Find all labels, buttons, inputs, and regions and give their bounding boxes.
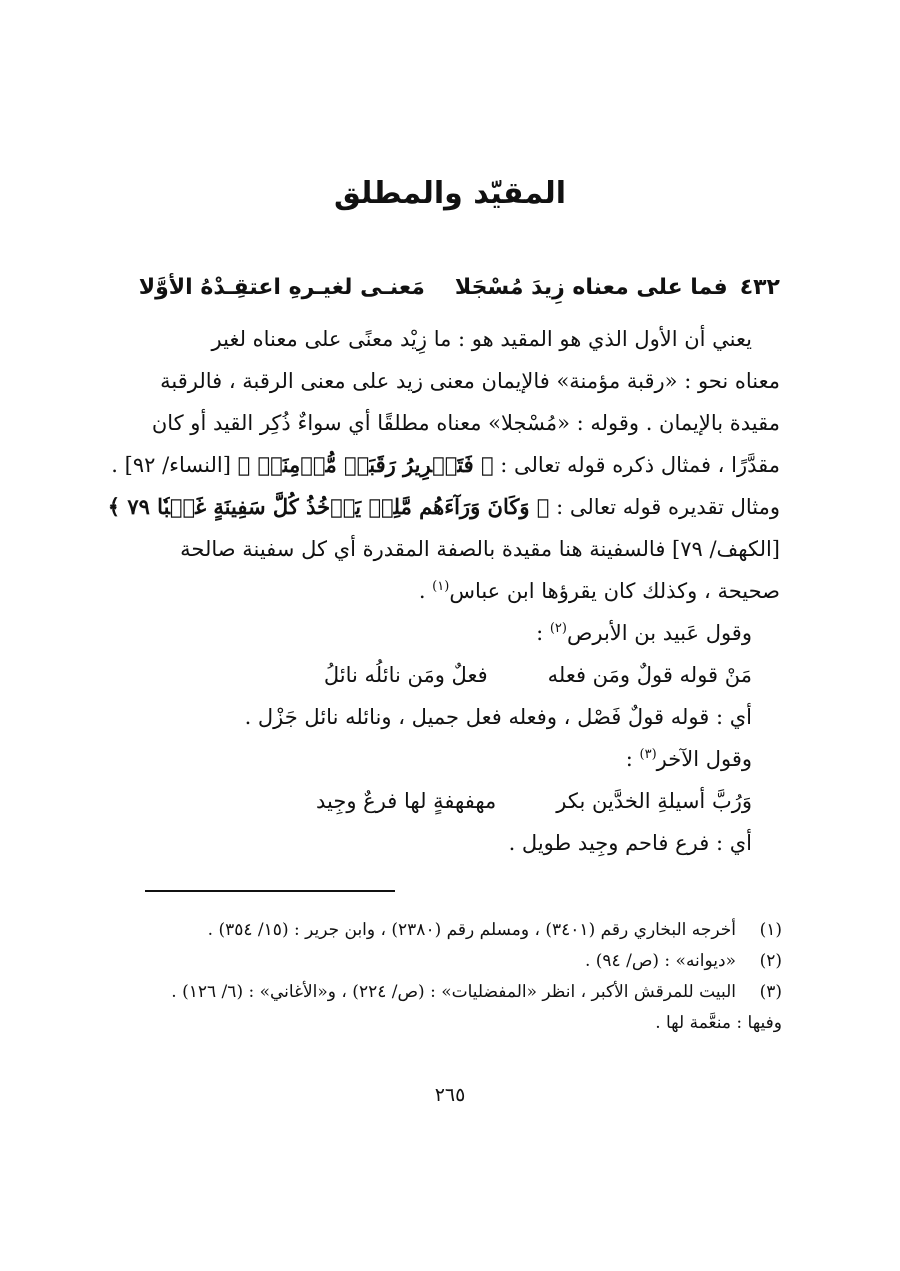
page-number: ٢٦٥ [434, 1084, 466, 1106]
quran-quote: ﴿ فَتَحۡرِيرُ رَقَبَةٖ مُّؤۡمِنَةٖ ﴾ [237, 452, 494, 477]
body-line: معناه نحو : «رقبة مؤمنة» فالإيمان معنى زيد على معنى الرقبة ، فالرقبة [160, 369, 780, 393]
body-text: [النساء/ ٩٢] . [111, 453, 238, 477]
commentary-body [107, 318, 780, 864]
footnote [118, 946, 782, 977]
footnote-mark: (٢) [759, 951, 782, 971]
body-text: صحيحة ، وكذلك كان يقرؤها ابن عباس [449, 579, 780, 603]
body-text: مقدَّرًا ، فمثال ذكره قوله تعالى : [493, 453, 780, 477]
body-line: يعني أن الأول الذي هو المقيد هو : ما زِيْد معنًى على معناه لغير [211, 327, 752, 351]
footnote-text: البيت للمرقش الأكبر ، انظر «المفضليات» : (ص/ ٢٢٤) ، و«الأغاني» : (٦/ ١٢٦) . [171, 982, 736, 1002]
footnote-ref[interactable]: (١) [432, 579, 450, 594]
footnote-mark: (١) [759, 920, 782, 940]
footnote [118, 977, 782, 1008]
footnote-ref[interactable]: (٣) [639, 747, 657, 762]
poem-verse [118, 780, 780, 822]
poem-verse [118, 654, 780, 696]
body-line [118, 570, 780, 612]
footnote-text: «ديوانه» : (ص/ ٩٤) . [584, 951, 736, 971]
verse-line [118, 268, 780, 308]
footnote-text: وفيها : منعَّمة لها . [655, 1013, 782, 1033]
footnote [118, 915, 782, 946]
verse-hemistich-first: فما على معناه زِيدَ مُسْجَلا [454, 275, 728, 300]
body-text: ومثال تقديره قوله تعالى : [549, 495, 780, 519]
poem-hemistich-second: فعلٌ ومَن نائلُه نائلُ [323, 663, 488, 687]
body-line: [الكهف/ ٧٩] فالسفينة هنا مقيدة بالصفة المقدرة أي كل سفينة صالحة [180, 537, 780, 561]
poem-hemistich-first: مَنْ قوله قولٌ ومَن فعله [547, 663, 752, 687]
section-heading: المقيّد والمطلق [333, 176, 567, 211]
body-line: أي : قوله قولٌ فَصْل ، وفعله فعل جميل ، ونائله نائل جَزْل . [244, 705, 752, 729]
body-text: : [625, 747, 640, 771]
body-text: . [418, 579, 433, 603]
footnote-text: أخرجه البخاري رقم (٣٤٠١) ، ومسلم رقم (٢٣٨٠) ، وابن جرير : (١٥/ ٣٥٤) . [207, 920, 736, 940]
verse-number: ٤٣٢ [739, 275, 780, 300]
body-line: مقيدة بالإيمان . وقوله : «مُسْجلا» معناه مطلقًا أي سواءٌ ذُكِر القيد أو كان [151, 411, 780, 435]
footnote-mark: (٣) [759, 982, 782, 1002]
quran-quote: ﴿ وَكَانَ وَرَآءَهُم مَّلِكٞ يَأۡخُذُ كُلَّ سَفِينَةٍ غَصۡبٗا ٧٩ ﴾ [107, 494, 550, 519]
body-line: أي : فرع فاحم وجِيد طويل . [508, 831, 752, 855]
footnote-divider [145, 890, 395, 892]
body-line [111, 444, 780, 486]
poem-hemistich-second: مهفهفةٍ لها فرعٌ وجِيد [316, 789, 497, 813]
footnote-ref[interactable]: (٢) [549, 621, 567, 636]
verse-hemistich-second: مَعنـى لغيـرهِ اعتقِـدْهُ الأوَّلا [138, 275, 425, 300]
body-text: وقول الآخر [656, 747, 752, 771]
body-line [118, 738, 780, 780]
body-text: : [536, 621, 550, 645]
poem-hemistich-first: وَرُبَّ أسيلةِ الخدَّين بكر [556, 789, 752, 813]
body-text: وقول عَبيد بن الأبرص [566, 621, 752, 645]
footnote-continuation [118, 1008, 782, 1039]
footnotes [118, 915, 782, 1039]
body-line [107, 486, 780, 528]
body-line [118, 612, 780, 654]
